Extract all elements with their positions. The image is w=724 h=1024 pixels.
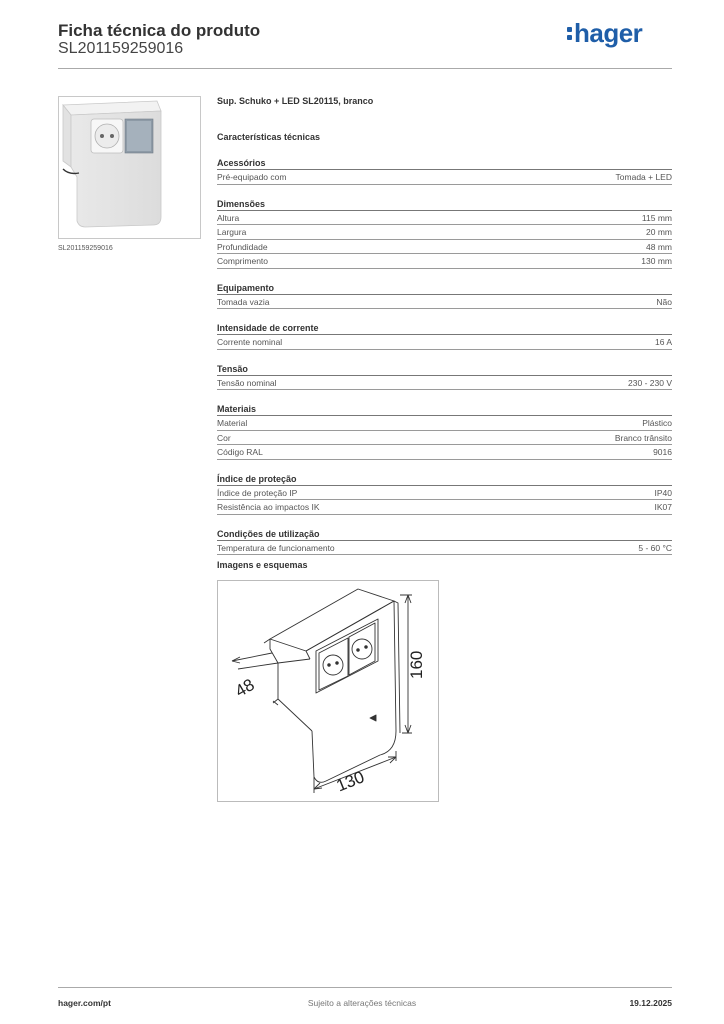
- spec-row: [217, 170, 672, 185]
- spec-value: IK07: [654, 502, 672, 512]
- product-photo: [58, 96, 201, 239]
- dim-length-label: 130: [333, 767, 368, 796]
- spec-value: 16 A: [654, 337, 672, 347]
- footer-divider: [58, 987, 672, 988]
- section-title: Tensão: [217, 362, 672, 376]
- spec-value: 5 - 60 °C: [638, 542, 672, 553]
- photo-caption: SL201159259016: [58, 245, 113, 252]
- spec-label: Tensão nominal: [217, 377, 277, 388]
- dim-height-label: 160: [407, 650, 426, 679]
- spec-value: Tomada + LED: [615, 172, 672, 182]
- spec-label: Largura: [217, 227, 247, 237]
- spec-row: [217, 240, 672, 255]
- section-title: Dimensões: [217, 197, 672, 211]
- spec-section-equipamento: [217, 281, 672, 310]
- spec-row: [217, 254, 672, 269]
- logo-text: hager: [574, 18, 643, 48]
- spec-row: [217, 376, 672, 391]
- spec-row: [217, 335, 672, 350]
- footer-website-link[interactable]: hager.com/pt: [58, 998, 111, 1008]
- spec-row: [217, 486, 672, 501]
- spec-value: 20 mm: [646, 227, 672, 237]
- section-title: Índice de proteção: [217, 472, 672, 486]
- spec-value: Plástico: [642, 418, 672, 428]
- hager-logo: [567, 18, 642, 49]
- spec-row: [217, 431, 672, 446]
- dim-depth-label: 48: [231, 675, 258, 701]
- spec-row: [217, 416, 672, 431]
- spec-row: [217, 225, 672, 240]
- spec-label: Tomada vazia: [217, 296, 270, 307]
- spec-label: Profundidade: [217, 241, 268, 252]
- section-title: Intensidade de corrente: [217, 321, 672, 335]
- spec-section-tensao: [217, 362, 672, 391]
- spec-label: Código RAL: [217, 447, 263, 457]
- spec-row: [217, 295, 672, 310]
- spec-row: [217, 445, 672, 460]
- spec-value: 115 mm: [641, 212, 672, 223]
- spec-label: Índice de proteção IP: [217, 487, 298, 498]
- section-title: Acessórios: [217, 156, 672, 170]
- header-divider: [58, 68, 672, 69]
- spec-label: Temperatura de funcionamento: [217, 542, 335, 553]
- footer-note: Sujeito a alterações técnicas: [307, 998, 417, 1008]
- product-title: Sup. Schuko + LED SL20115, branco: [217, 96, 374, 106]
- section-title: Condições de utilização: [217, 527, 672, 541]
- spec-value: Branco trânsito: [614, 432, 672, 443]
- spec-section-protecao: [217, 472, 672, 515]
- spec-value: 230 - 230 V: [628, 377, 672, 388]
- dimension-drawing-icon: [218, 581, 438, 801]
- logo-dots-icon: [567, 20, 573, 44]
- spec-label: Resistência ao impactos IK: [217, 502, 320, 512]
- spec-value: 9016: [653, 447, 672, 457]
- spec-section-intensidade: [217, 321, 672, 350]
- spec-value: 130 mm: [641, 256, 672, 266]
- spec-row: [217, 211, 672, 226]
- socket-box-photo-icon: [59, 97, 200, 238]
- spec-row: [217, 541, 672, 556]
- footer-date: 19.12.2025: [629, 998, 672, 1008]
- spec-label: Corrente nominal: [217, 337, 283, 347]
- images-heading: Imagens e esquemas: [217, 560, 308, 570]
- spec-label: Cor: [217, 432, 231, 443]
- product-code: SL201159259016: [58, 40, 184, 57]
- spec-value: Não: [656, 296, 672, 307]
- technical-drawing: [217, 580, 439, 802]
- spec-label: Altura: [217, 212, 240, 223]
- page-title: Ficha técnica do produto: [58, 21, 261, 40]
- section-title: Equipamento: [217, 281, 672, 295]
- spec-label: Comprimento: [217, 256, 269, 266]
- spec-section-dimensoes: [217, 197, 672, 269]
- spec-section-acessorios: [217, 156, 672, 185]
- spec-section-materiais: [217, 402, 672, 460]
- spec-section-condicoes: [217, 527, 672, 556]
- technical-specs: [217, 130, 672, 567]
- spec-row: [217, 500, 672, 515]
- specs-heading: Características técnicas: [217, 132, 321, 142]
- spec-label: Pré-equipado com: [217, 172, 287, 182]
- section-title: Materiais: [217, 402, 672, 416]
- spec-value: 48 mm: [646, 241, 672, 252]
- spec-label: Material: [217, 418, 248, 428]
- spec-value: IP40: [654, 487, 672, 498]
